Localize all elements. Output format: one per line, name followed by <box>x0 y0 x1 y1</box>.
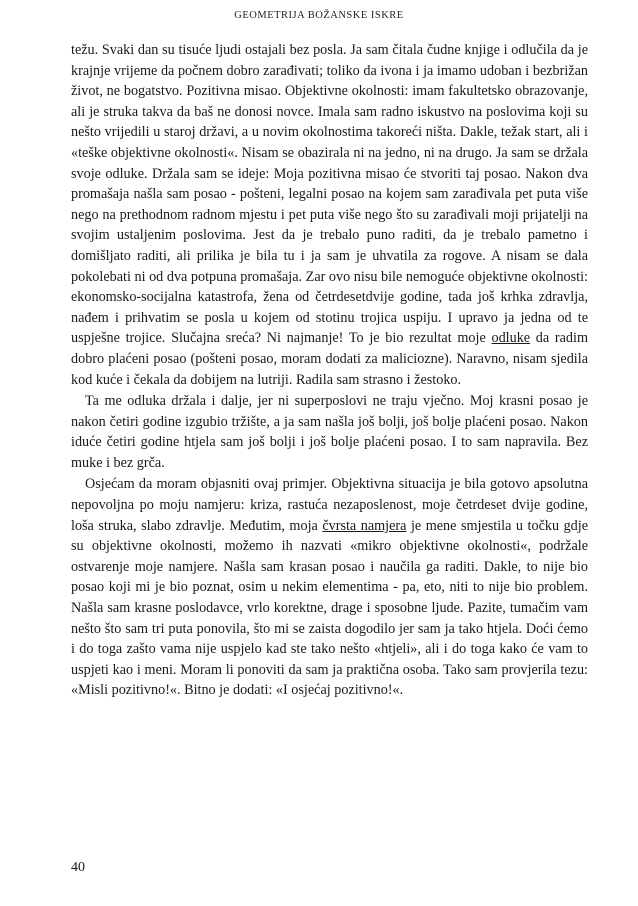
paragraph-3 <box>71 474 588 701</box>
underlined-phrase-cvrsta-namjera: čvrsta namjera <box>322 517 407 534</box>
paragraph-1-text-a: težu. Svaki dan su tisuće ljudi ostajali bez posla. Ja sam čitala čudne knjige i odlučila da je krajnje vrijeme da počnem dobro zarađivati; toliko da ivona i ja imamo udoban i bezbrižan život, ne bogatstvo. Pozitivna misao. Objektivne okolnosti: imam fakultetsko obrazovanje, ali je struka takva da baš ne donosi novce. Imala sam radno iskustvo na poslovima koji su nešto vrijedili u staroj državi, a u novim okolnostima takoreći ništa. Dakle, težak start, ali i «teške objektivne okolnosti«. Nisam se obazirala ni na jedno, ni na drugo. Ja sam se držala svoje odluke. Držala sam se ideje: Moja pozitivna misao će stvoriti taj posao. Nakon dva promašaja našla sam posao - pošteni, legalni posao na kojem sam zarađivala pet puta više nego na prethodnom radnom mjestu i pet puta više nego što su zarađivali moji prijatelji na svojim ustaljenim poslovima. Jest da je trebalo puno raditi, da je trebalo pametno i domišljato raditi, ali prilika je bila tu i ja sam je uhvatila za rogove. A nisam se dala pokolebati ni od dva potpuna promašaja. Zar ovo nisu bile nemoguće objektivne okolnosti: ekonomsko-socijalna katastrofa, žena od četrdesetdvije godine, tada još krhka zdravlja, nađem i prihvatim se posla u kojem od stotinu trojica uspiju. I upravo ja jedna od te uspješne trojice. Slučajna sreća? Ni najmanje! To je bio rezultat moje <box>71 42 588 347</box>
page-number: 40 <box>71 860 85 875</box>
paragraph-2: Ta me odluka držala i dalje, jer ni superposlovi ne traju vječno. Moj krasni posao je nakon četiri godine izgubio tržište, a ja sam našla još bolji, još bolje plaćeni posao. Nakon iduće četiri godine htjela sam još bolji i još bolje plaćeni posao. I to sam napravila. Bez muke i bez grča. <box>71 393 588 471</box>
paragraph-1-text-b: da radim dobro plaćeni posao (pošteni posao, moram dodati za maliciozne). Naravno, nisam sjedila kod kuće i čekala da dobijem na lutriji. Radila sam strasno i žestoko. <box>71 330 589 388</box>
paragraph-3-text-b: je mene smjestila u točku gdje su objektivne okolnosti, možemo ih nazvati «mikro objektivne okolnosti«, podržale ostvarenje moje namjere. Našla sam krasan posao i naučila ga raditi. Dakle, to nije bio posao koji mi je bio poznat, osim u nekim elementima - pa, eto, niti to nije bio problem. Našla sam krasne poslodavce, vrlo korektne, drage i sposobne ljude. Pazite, tumačim vam nešto što sam tri puta ponovila, što mi se zaista dogodilo jer sam ja tako htjela. Doći ćemo i do toga zašto vama nije uspjelo kad ste tako nešto «htjeli», ali i do toga kako će vam to uspjeti kao i meni. Moram li ponoviti da sam ja praktična osoba. Tako sam provjerila tezu: «Misli pozitivno!«. Bitno je dodati: «I osjećaj pozitivno!«. <box>71 517 589 699</box>
body-text <box>71 40 588 701</box>
paragraph-3-text-a: Osjećam da moram objasniti ovaj primjer. Objektivna situacija je bila gotovo apsolutna nepovoljna po moju namjeru: kriza, rastuća nezaposlenost, moje četrdeset dvije godine, loša struka, slabo zdravlje. Međutim, moja <box>71 476 588 534</box>
paragraph-1 <box>71 40 588 390</box>
running-header: GEOMETRIJA BOŽANSKE ISKRE <box>234 10 404 21</box>
underlined-word-odluke: odluke <box>491 330 531 347</box>
